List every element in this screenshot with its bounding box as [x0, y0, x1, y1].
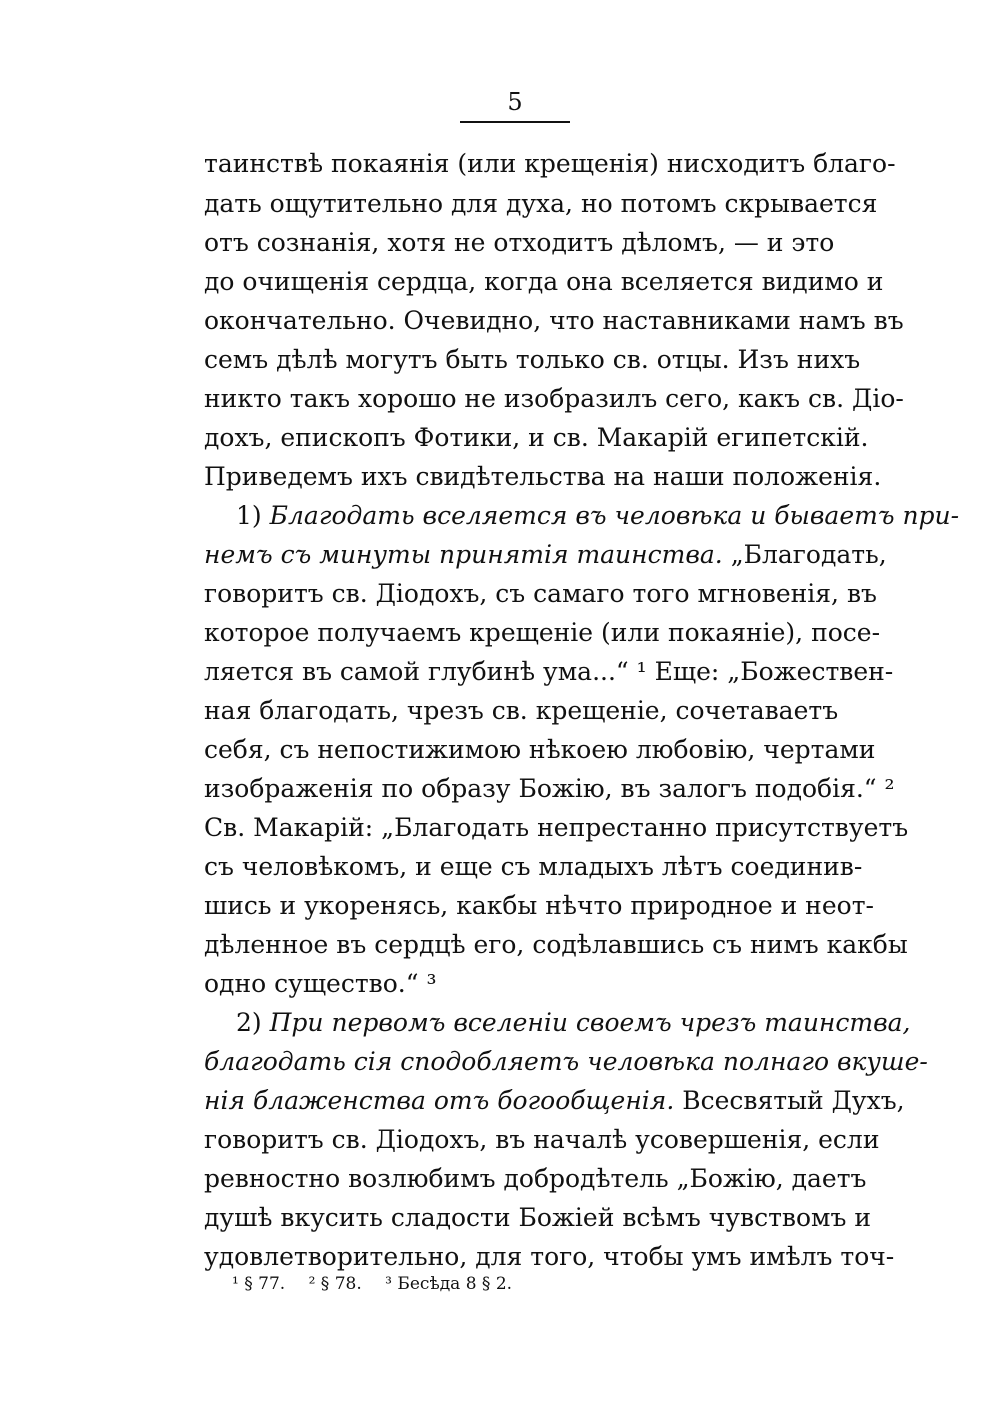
- page-number: 5: [507, 88, 523, 116]
- footnote: ² § 78.: [308, 1274, 362, 1294]
- text-line: которое получаемъ крещеніе (или покаяніе), посе-: [204, 618, 881, 647]
- footnote: ³ Бесѣда 8 § 2.: [385, 1274, 513, 1294]
- text-line: таинствѣ покаянія (или крещенія) нисходитъ благо-: [204, 149, 896, 178]
- point-1-heading-line: [236, 499, 960, 533]
- text-line: до очищенія сердца, когда она вселяется видимо и: [204, 267, 884, 296]
- point-1-number: 1): [236, 501, 262, 530]
- text-line: изображенія по образу Божію, въ залогъ подобія.“ ²: [204, 774, 895, 803]
- point-2-thesis: нія блаженства отъ богообщенія.: [204, 1086, 675, 1115]
- text-line: удовлетворительно, для того, чтобы умъ имѣлъ точ-: [204, 1242, 895, 1271]
- point-2-thesis: При первомъ вселеніи своемъ чрезъ таинства,: [269, 1008, 911, 1037]
- text-line: [204, 1045, 928, 1079]
- page-number-rule: [460, 121, 570, 123]
- text-line: ная благодать, чрезъ св. крещеніе, сочетаваетъ: [204, 696, 839, 725]
- text-line: душѣ вкусить сладости Божіей всѣмъ чувствомъ и: [204, 1203, 872, 1232]
- text-line: никто такъ хорошо не изобразилъ сего, какъ св. Діо-: [204, 384, 904, 413]
- text-line: дохъ, епископъ Фотики, и св. Макарій египетскій.: [204, 423, 869, 452]
- text-line: Приведемъ ихъ свидѣтельства на наши положенія.: [204, 462, 882, 491]
- footnotes: [232, 1272, 530, 1296]
- point-2-thesis: благодать сія сподобляетъ человѣка полнаго вкуше-: [204, 1047, 928, 1076]
- text-line: одно существо.“ ³: [204, 969, 437, 998]
- text-line: семъ дѣлѣ могутъ быть только св. отцы. Изъ нихъ: [204, 345, 861, 374]
- text-line: окончательно. Очевидно, что наставниками намъ въ: [204, 306, 904, 335]
- text-line: Св. Макарій: „Благодать непрестанно присутствуетъ: [204, 813, 909, 842]
- point-1-thesis: Благодать вселяется въ человѣка и бываетъ при-: [269, 501, 960, 530]
- footnote: ¹ § 77.: [232, 1274, 286, 1294]
- text-line: [204, 538, 887, 572]
- text-line: говоритъ св. Діодохъ, съ самаго того мгновенія, въ: [204, 579, 877, 608]
- text-line: съ человѣкомъ, и еще съ младыхъ лѣтъ соединив-: [204, 852, 863, 881]
- text-line: говоритъ св. Діодохъ, въ началѣ усовершенія, если: [204, 1125, 880, 1154]
- text-run: „Благодать,: [722, 540, 887, 569]
- text-line: шись и укоренясь, какбы нѣчто природное и неот-: [204, 891, 874, 920]
- text-line: дать ощутительно для духа, но потомъ скрывается: [204, 189, 878, 218]
- point-2-heading-line: [236, 1006, 911, 1040]
- point-1-thesis: немъ съ минуты принятія таинства.: [204, 540, 723, 569]
- text-line: ляется въ самой глубинѣ ума...“ ¹ Еще: „Божествен-: [204, 657, 894, 686]
- text-line: отъ сознанія, хотя не отходитъ дѣломъ, — и это: [204, 228, 835, 257]
- text-run: Всесвятый Духъ,: [674, 1086, 905, 1115]
- text-line: [204, 1084, 905, 1118]
- text-line: себя, съ непостижимою нѣкоею любовію, чертами: [204, 735, 876, 764]
- text-line: дѣленное въ сердцѣ его, содѣлавшись съ нимъ какбы: [204, 930, 908, 959]
- point-2-number: 2): [236, 1008, 262, 1037]
- text-line: ревностно возлюбимъ добродѣтель „Божію, даетъ: [204, 1164, 867, 1193]
